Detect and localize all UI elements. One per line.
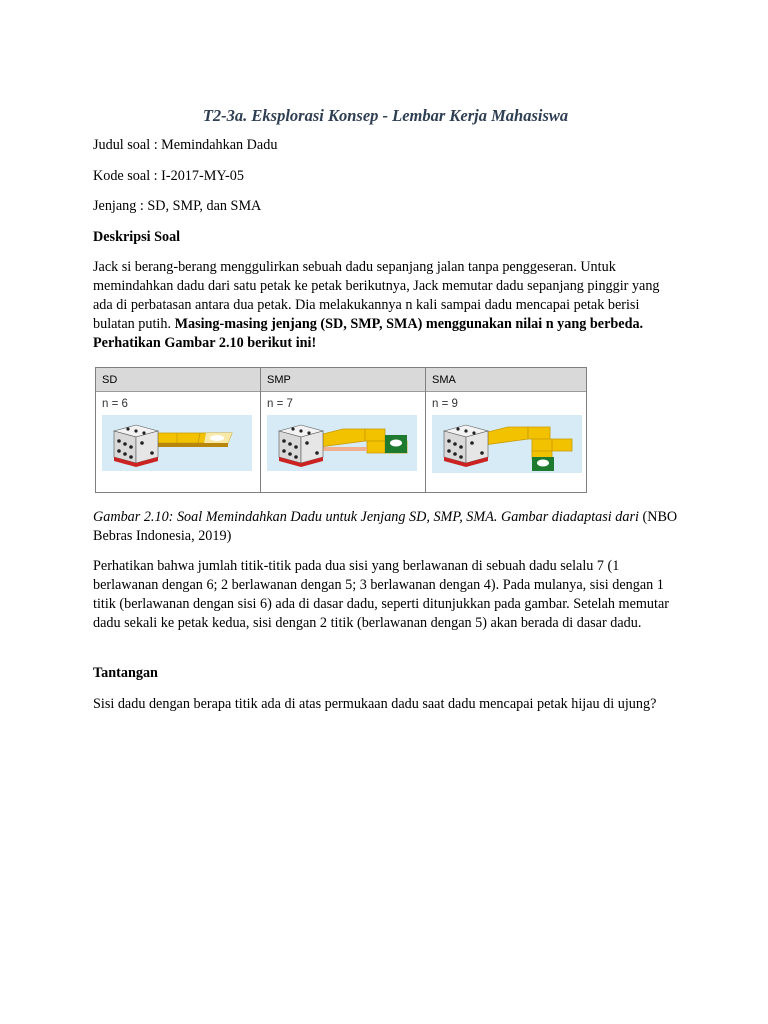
column-header-sma: SMA	[426, 368, 586, 392]
figure-2-10	[95, 367, 587, 493]
dice-path-illustration-sma	[432, 413, 582, 473]
deskripsi-text: Jack si berang-berang menggulirkan sebuah dadu sepanjang jalan tanpa penggeseran. Untuk memindahkan dadu dari satu petak ke petak berikutnya, Jack memutar dadu sepanjang pinggir yang ada di perbatasan antara dua petak. Dia melakukannya n kali sampai dadu mencapai petak berisi bulatan putih.	[93, 259, 660, 332]
n-value-sma: n = 9	[432, 398, 458, 410]
perhatikan-paragraph: Perhatikan bahwa jumlah titik-titik pada dua sisi yang berlawanan di sebuah dadu selalu 7 (1 berlawanan dengan 6; 2 berlawanan dengan 5; 3 berlawanan dengan 4). Pada mulanya, sisi dengan 1 titik (berlawanan dengan sisi 6) ada di dasar dadu, seperti ditunjukkan pada gambar. Setelah memutar dadu sekali ke petak kedua, sisi dengan 2 titik (berlawanan dengan 5) akan berada di dasar dadu.	[93, 558, 669, 631]
judul-soal: Judul soal : Memindahkan Dadu	[93, 137, 278, 153]
kode-soal: Kode soal : I-2017-MY-05	[93, 168, 244, 184]
tantangan-paragraph: Sisi dadu dengan berapa titik ada di atas permukaan dadu saat dadu mencapai petak hijau di ujung?	[93, 696, 657, 712]
caption-source: (NBO Bebras Indonesia, 2019)	[93, 509, 678, 544]
figure-column-sd	[96, 368, 260, 492]
column-header-sd: SD	[96, 368, 260, 392]
deskripsi-bold-text: Masing-masing jenjang (SD, SMP, SMA) menggunakan nilai n yang berbeda. Perhatikan Gambar 2.10 berikut ini!	[93, 316, 644, 351]
figure-column-smp	[261, 368, 425, 492]
n-value-sd: n = 6	[102, 398, 128, 410]
figure-caption	[93, 508, 678, 546]
caption-italic: Gambar 2.10: Soal Memindahkan Dadu untuk Jenjang SD, SMP, SMA. Gambar diadaptasi dari	[93, 509, 639, 525]
column-header-smp: SMP	[261, 368, 425, 392]
page-title: T2-3a. Eksplorasi Konsep - Lembar Kerja Mahasiswa	[202, 106, 569, 125]
tantangan-heading: Tantangan	[93, 665, 158, 681]
jenjang: Jenjang : SD, SMP, dan SMA	[93, 198, 262, 214]
n-value-smp: n = 7	[267, 398, 293, 410]
dice-path-illustration-smp	[267, 413, 417, 471]
figure-column-sma	[426, 368, 586, 492]
deskripsi-paragraph	[93, 258, 678, 353]
dice-path-illustration-sd	[102, 413, 252, 471]
deskripsi-heading: Deskripsi Soal	[93, 229, 181, 245]
